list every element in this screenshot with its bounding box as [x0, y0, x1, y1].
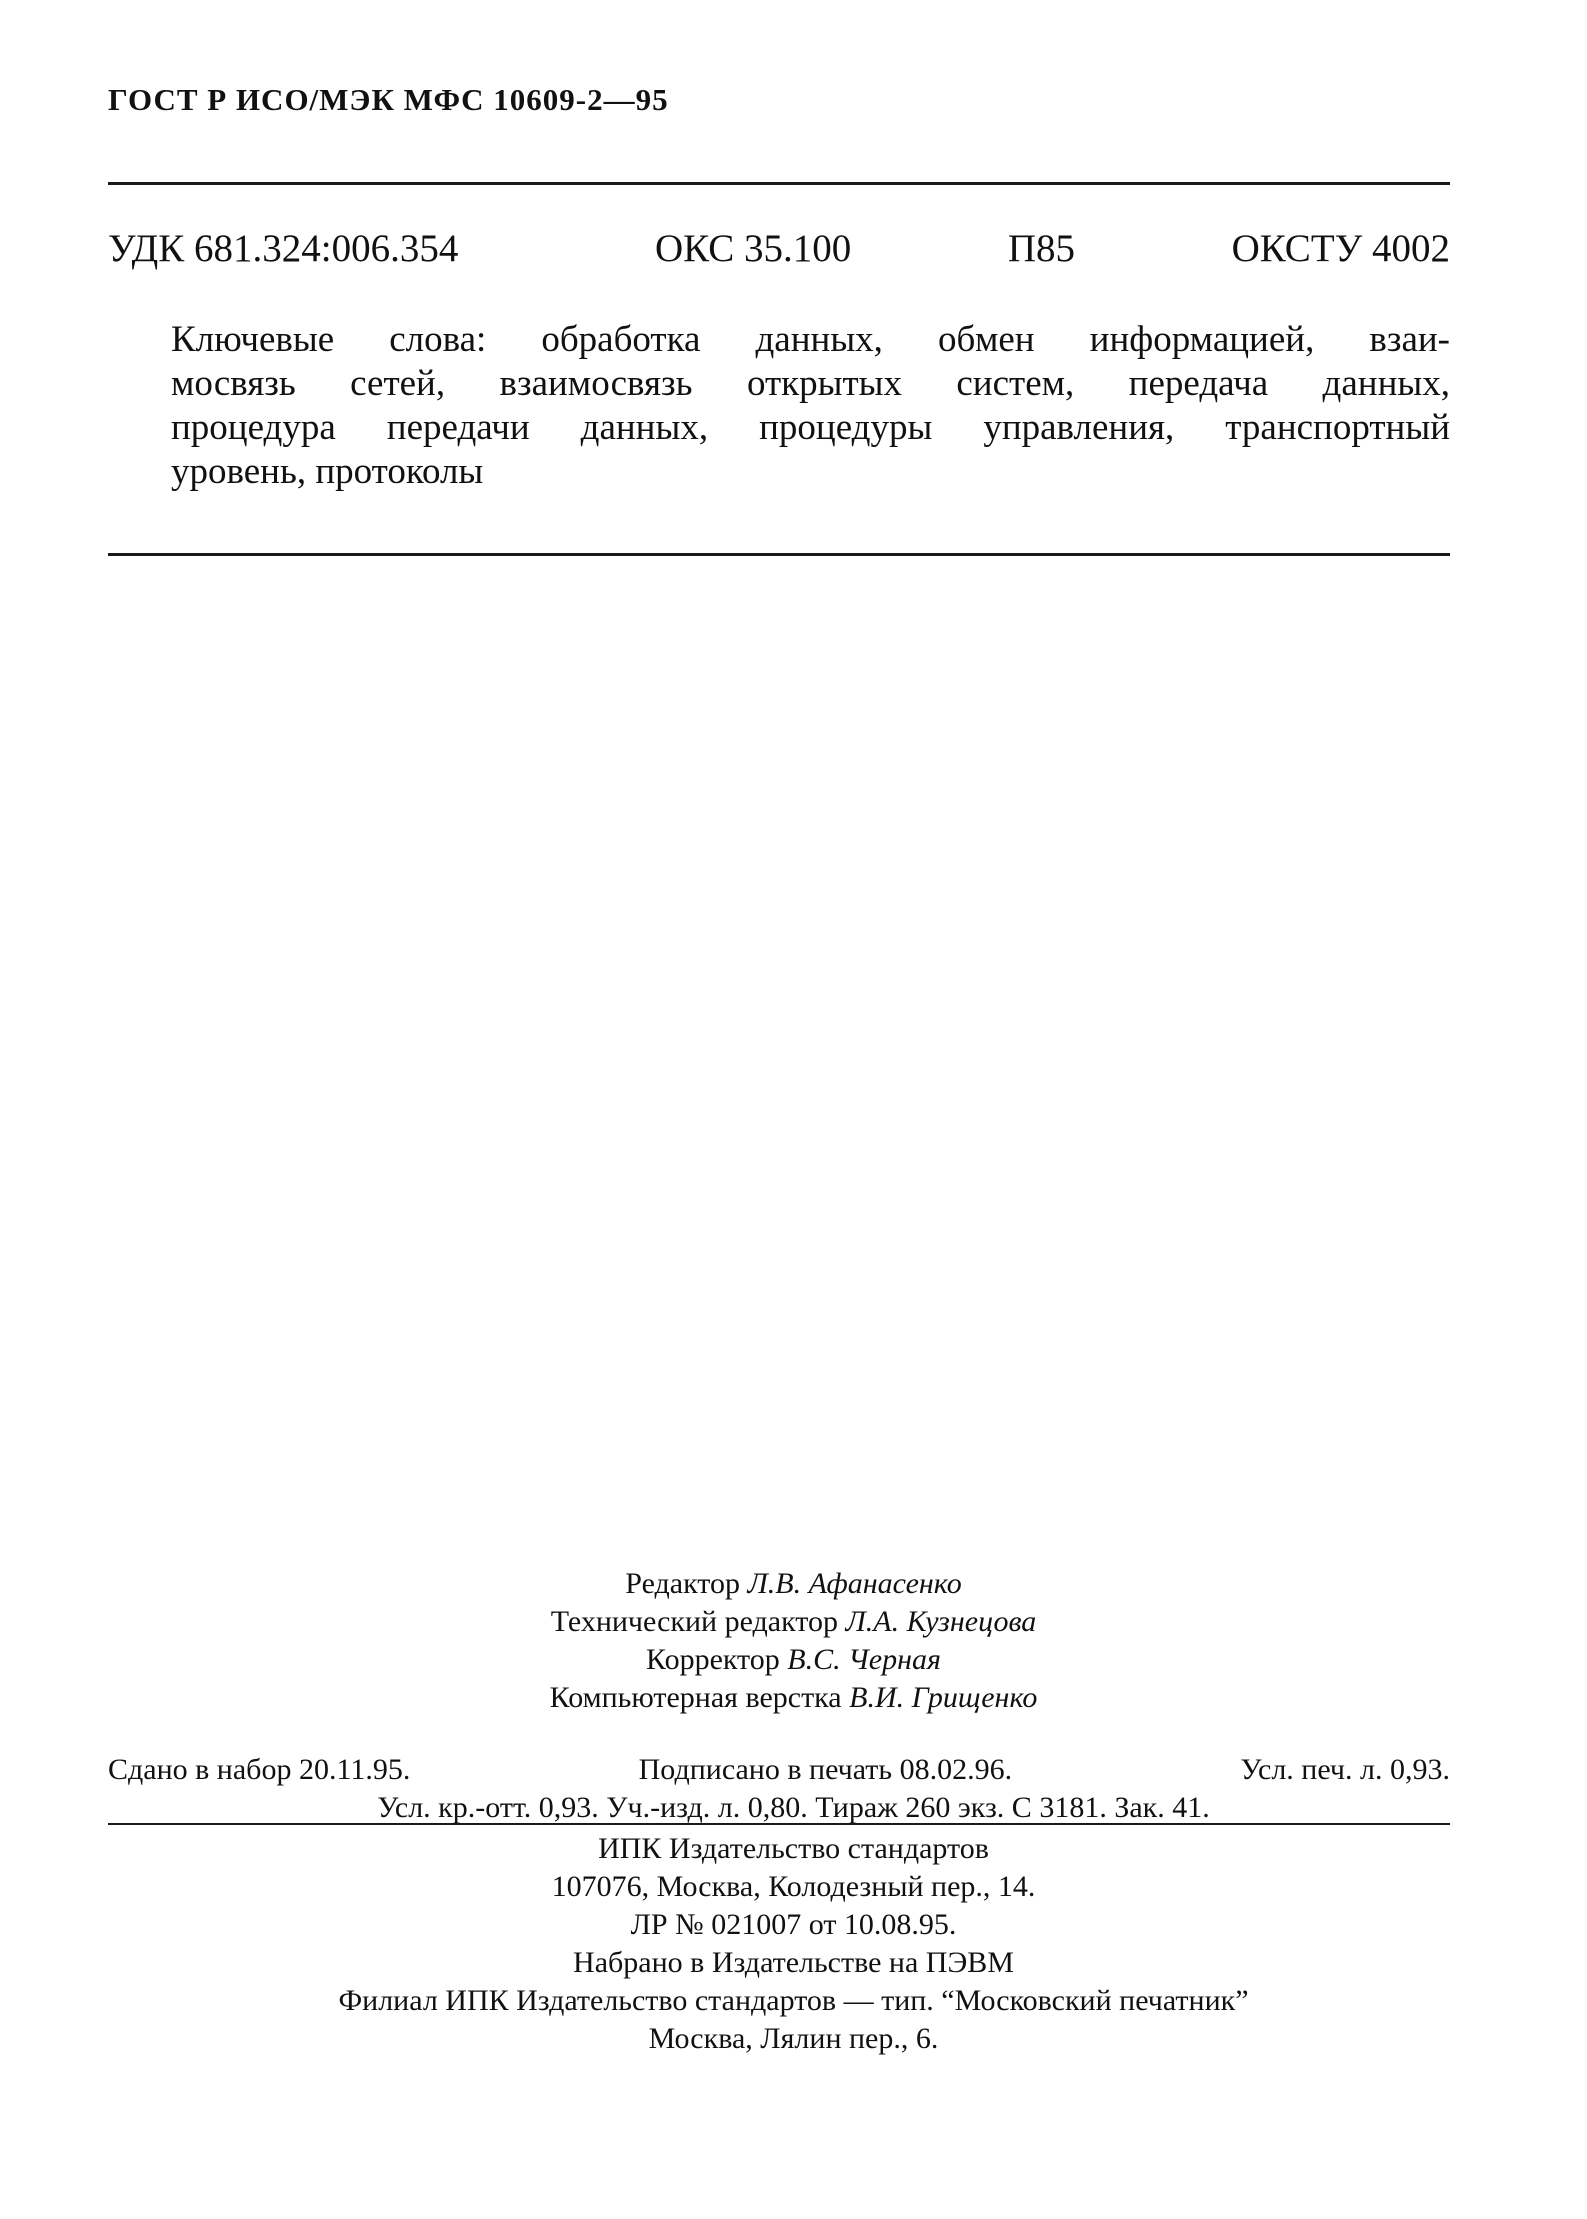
credit-role: Корректор — [646, 1643, 780, 1676]
credit-name: В.С. Черная — [787, 1643, 941, 1676]
publisher-line: Филиал ИПК Издательство стандартов — тип. “Московский печатник” — [338, 1984, 1249, 2017]
credit-name: Л.В. Афанасенко — [747, 1567, 962, 1600]
credit-name: В.И. Грищенко — [849, 1681, 1038, 1714]
middle-divider — [108, 553, 1450, 556]
print-sheets: Усл. печ. л. 0,93. — [1240, 1753, 1450, 1786]
top-divider — [108, 182, 1450, 185]
publisher-line: Набрано в Издательстве на ПЭВМ — [573, 1946, 1014, 1979]
signed-date: Подписано в печать 08.02.96. — [638, 1753, 1013, 1786]
keywords-paragraph — [171, 318, 1450, 494]
credits-block — [0, 1565, 1587, 1717]
udk-code: УДК 681.324:006.354 — [108, 227, 459, 270]
oks-code: ОКС 35.100 — [654, 227, 852, 270]
keywords-line: мосвязь сетей, взаимосвязь открытых систем, передача данных, — [171, 363, 1450, 404]
publisher-line: 107076, Москва, Колодезный пер., 14. — [551, 1870, 1036, 1903]
keywords-line: уровень, протоколы — [171, 451, 484, 492]
credit-role: Технический редактор — [550, 1605, 838, 1638]
credit-proofreader — [0, 1641, 1587, 1679]
okstu-code: ОКСТУ 4002 — [1231, 227, 1450, 270]
credit-name: Л.А. Кузнецова — [845, 1605, 1037, 1638]
credit-role: Компьютерная верстка — [549, 1681, 842, 1714]
submitted-date: Сдано в набор 20.11.95. — [108, 1753, 411, 1786]
credit-editor — [0, 1565, 1587, 1603]
document-header-title: ГОСТ Р ИСО/МЭК МФС 10609-2—95 — [108, 82, 669, 117]
publisher-block — [0, 1830, 1587, 2058]
print-info-line-2: Усл. кр.-отт. 0,93. Уч.-изд. л. 0,80. Тираж 260 экз. С 3181. Зак. 41. — [377, 1791, 1210, 1824]
bottom-divider — [108, 1823, 1450, 1825]
publisher-line: Москва, Лялин пер., 6. — [648, 2022, 939, 2055]
credit-role: Редактор — [625, 1567, 740, 1600]
print-info-line-1 — [108, 1753, 1450, 1787]
keywords-line: процедура передачи данных, процедуры управления, транспортный — [171, 407, 1450, 448]
keywords-line: Ключевые слова: обработка данных, обмен информацией, взаи- — [171, 319, 1450, 360]
classification-row — [108, 226, 1450, 271]
credit-tech-editor — [0, 1603, 1587, 1641]
category-code: П85 — [1007, 227, 1075, 270]
publisher-line: ЛР № 021007 от 10.08.95. — [630, 1908, 957, 1941]
credit-layout — [0, 1679, 1587, 1717]
publisher-line: ИПК Издательство стандартов — [598, 1832, 989, 1865]
